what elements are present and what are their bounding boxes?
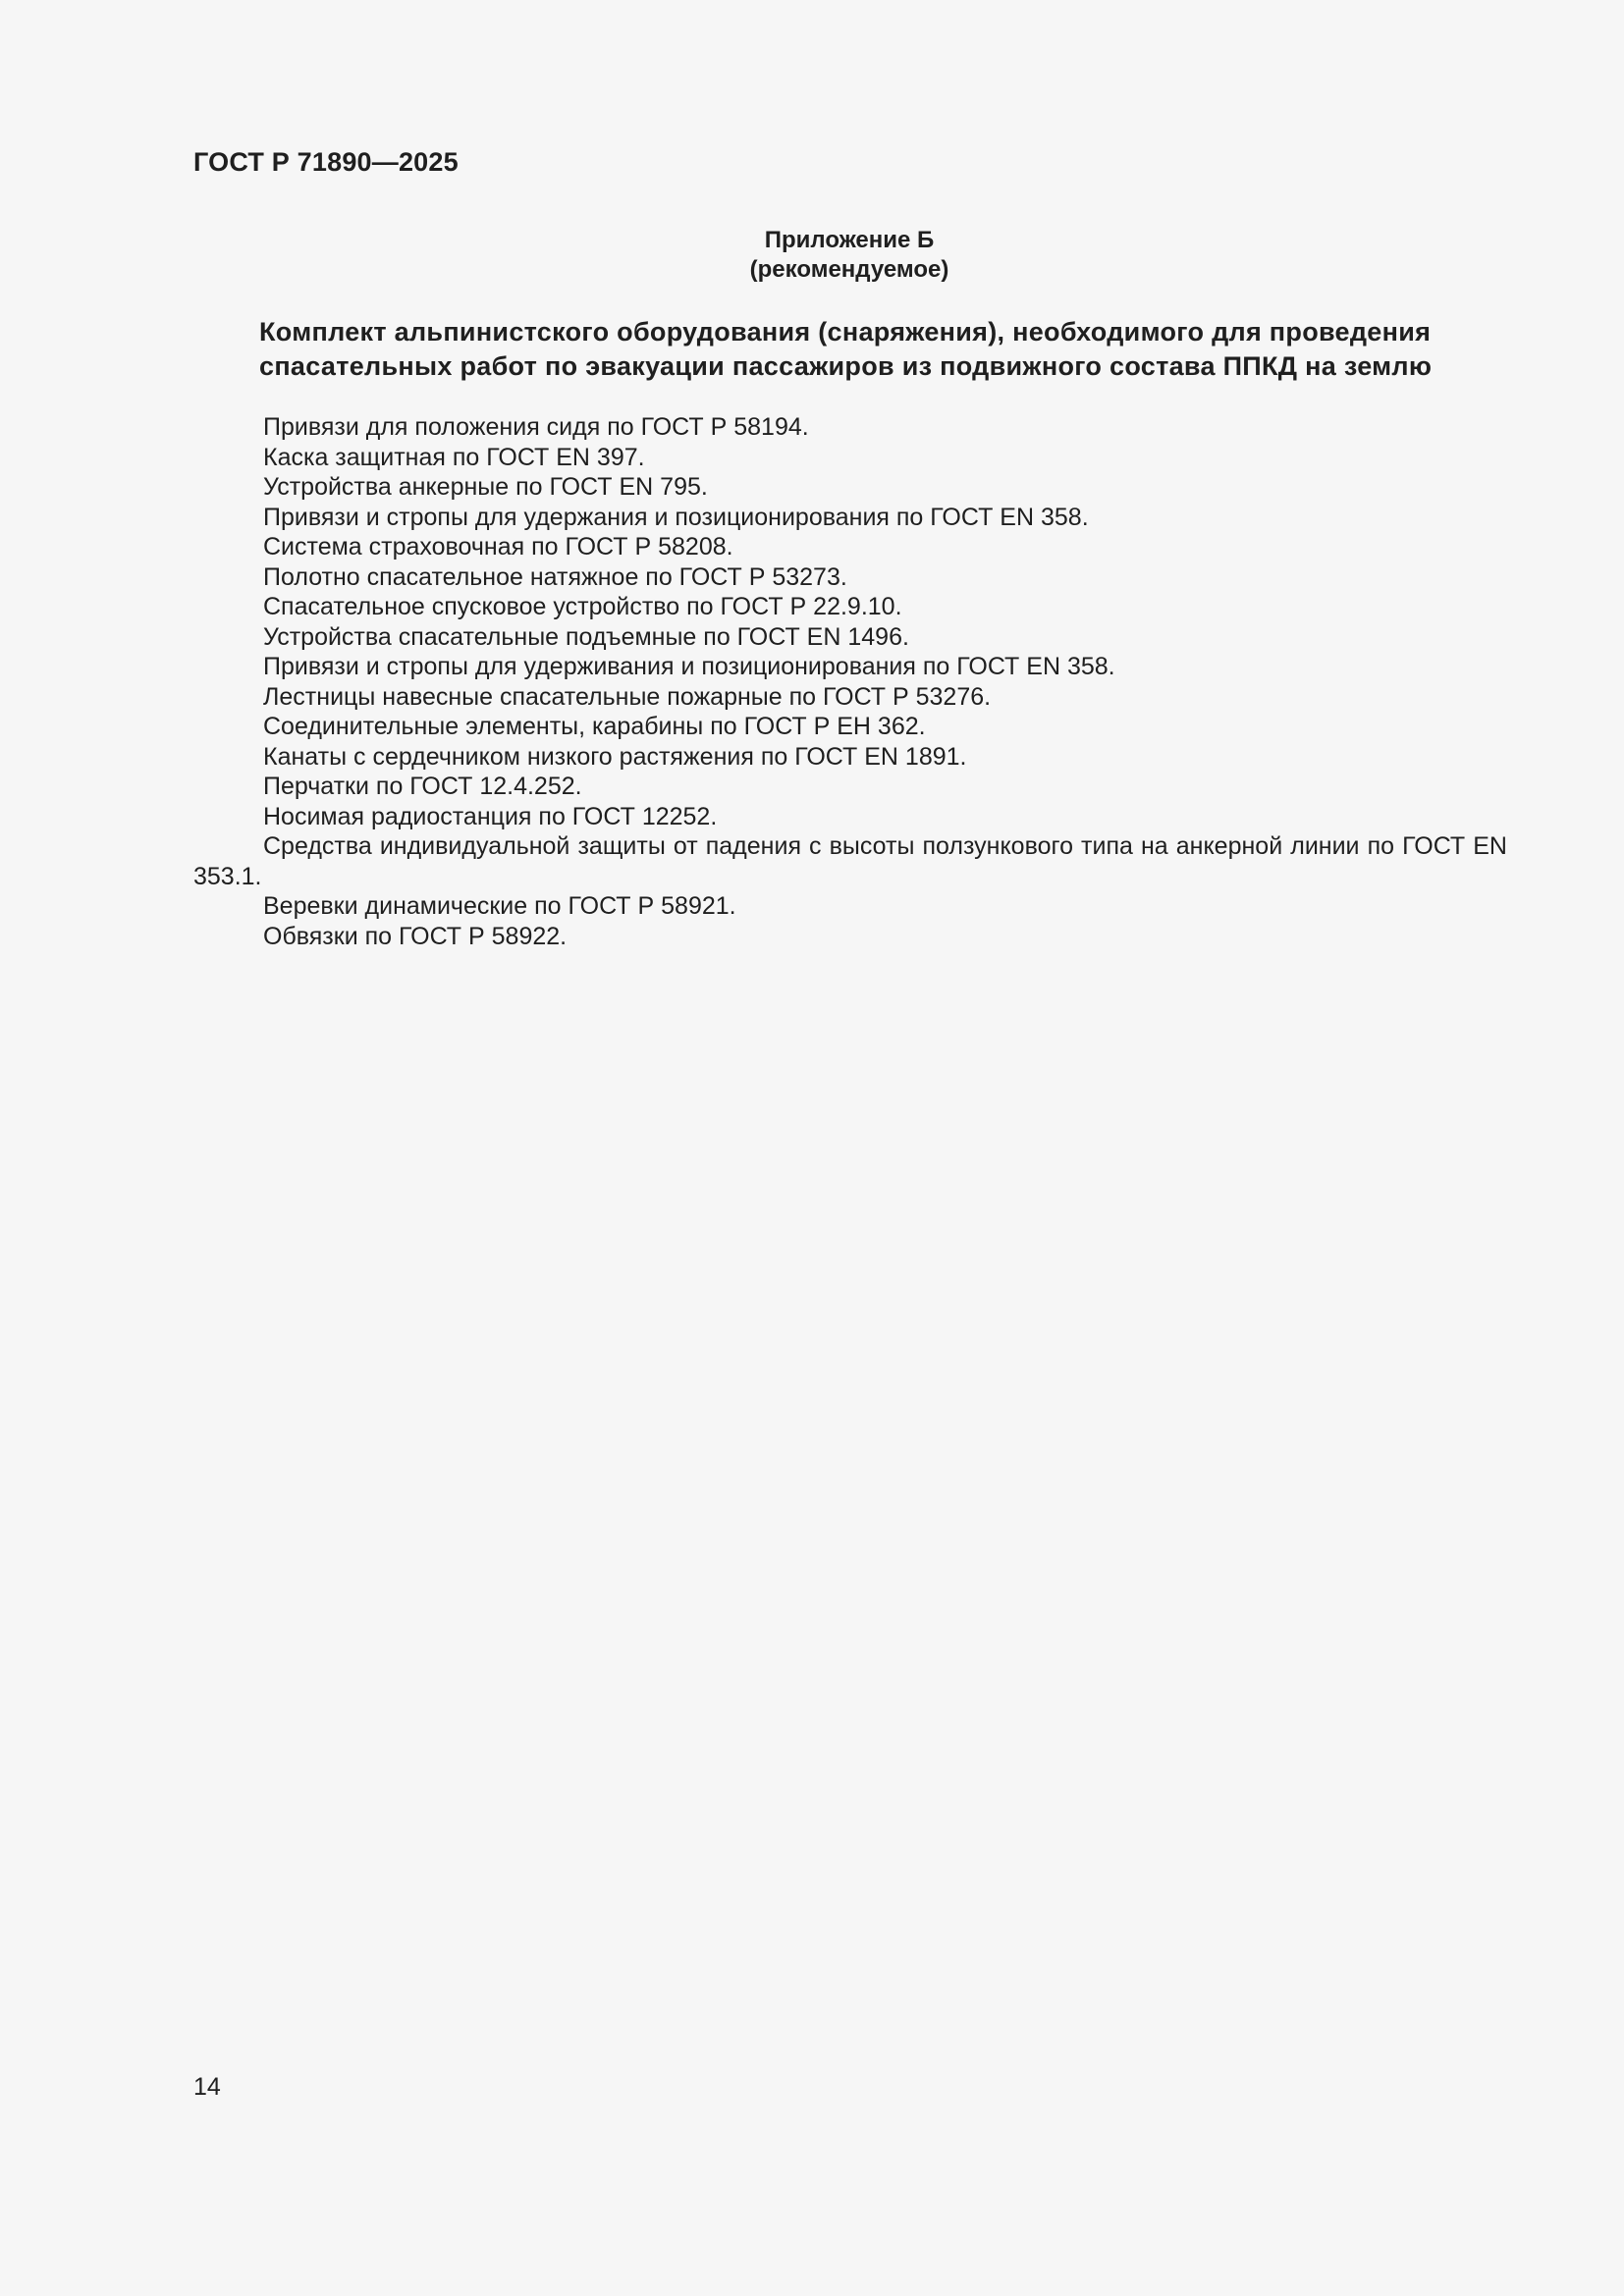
page-number: 14 bbox=[193, 2073, 221, 2101]
document-code: ГОСТ Р 71890—2025 bbox=[193, 147, 459, 177]
list-item: Средства индивидуальной защиты от падения с высоты ползункового типа на анкерной линии по ГОСТ EN 353.1. bbox=[193, 832, 1507, 890]
list-item: Система страховочная по ГОСТ Р 58208. bbox=[263, 533, 733, 561]
list-item: Перчатки по ГОСТ 12.4.252. bbox=[263, 773, 582, 800]
list-item: Устройства анкерные по ГОСТ EN 795. bbox=[263, 473, 708, 501]
list-item: Каска защитная по ГОСТ EN 397. bbox=[263, 443, 645, 471]
section-heading-line: Комплект альпинистского оборудования (снаряжения), необходимого для проведения bbox=[259, 317, 1432, 347]
list-item: Обвязки по ГОСТ Р 58922. bbox=[263, 922, 568, 950]
section-heading-line: спасательных работ по эвакуации пассажиров из подвижного состава ППКД на землю bbox=[259, 351, 1433, 381]
appendix-kind: (рекомендуемое) bbox=[749, 256, 949, 283]
list-item: Привязи и стропы для удержания и позиционирования по ГОСТ EN 358. bbox=[263, 503, 1089, 531]
list-item: Устройства спасательные подъемные по ГОСТ EN 1496. bbox=[263, 622, 909, 651]
list-item: Привязи для положения сидя по ГОСТ Р 58194. bbox=[263, 413, 809, 441]
section-heading bbox=[259, 315, 1477, 384]
list-item: Привязи и стропы для удерживания и позиционирования по ГОСТ EN 358. bbox=[263, 653, 1115, 680]
list-item: Канаты с сердечником низкого растяжения по ГОСТ EN 1891. bbox=[263, 742, 967, 771]
list-item: Веревки динамические по ГОСТ Р 58921. bbox=[263, 892, 736, 920]
list-item: Лестницы навесные спасательные пожарные по ГОСТ Р 53276. bbox=[263, 682, 992, 711]
equipment-list bbox=[193, 412, 1507, 951]
list-item: Носимая радиостанция по ГОСТ 12252. bbox=[263, 802, 718, 830]
list-item: Спасательное спусковое устройство по ГОСТ Р 22.9.10. bbox=[263, 593, 902, 620]
list-item: Соединительные элементы, карабины по ГОСТ Р ЕН 362. bbox=[263, 713, 926, 740]
list-item: Полотно спасательное натяжное по ГОСТ Р 53273. bbox=[263, 562, 847, 591]
appendix-title: Приложение Б bbox=[764, 227, 935, 253]
